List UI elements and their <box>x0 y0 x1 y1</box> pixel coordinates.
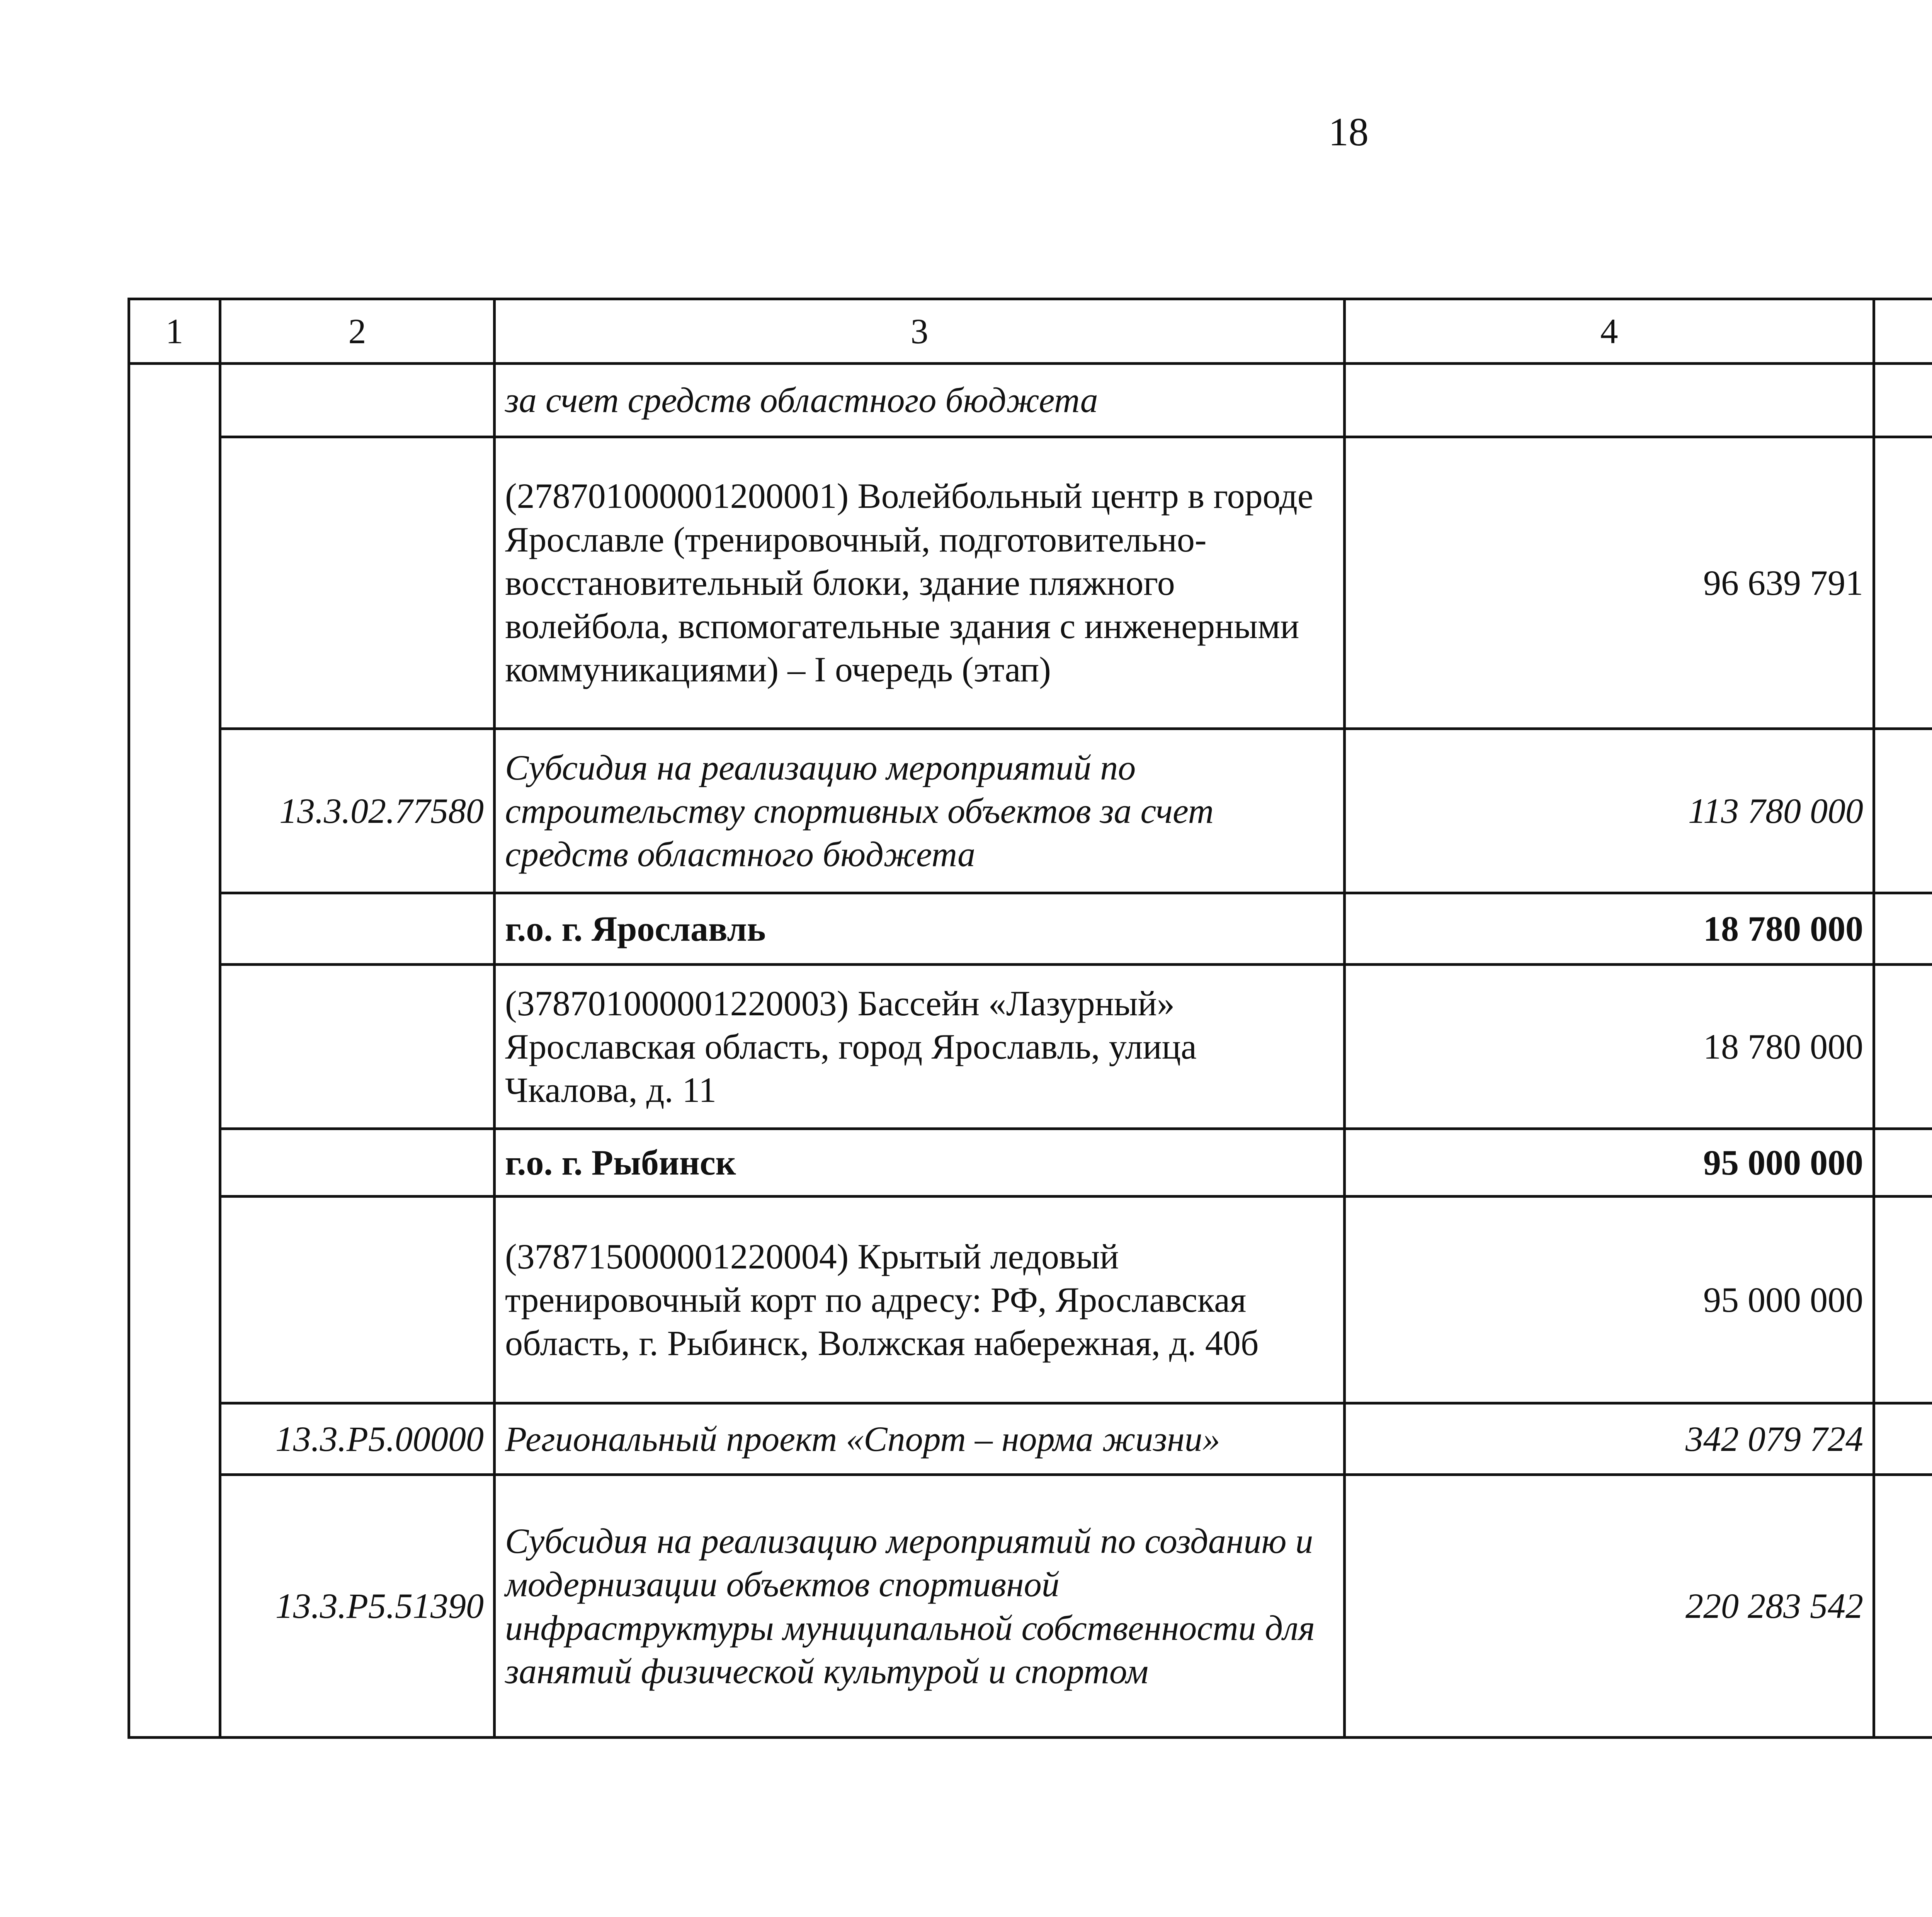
value-col5-cell <box>1874 437 1932 729</box>
value-col5-cell <box>1874 1197 1932 1403</box>
name-cell: г.о. г. Ярославль <box>495 893 1345 965</box>
value-col4-cell: 113 780 000 <box>1345 729 1874 893</box>
code-cell <box>220 893 495 965</box>
code-cell: 13.3.02.77580 <box>220 729 495 893</box>
name-cell: Региональный проект «Спорт – норма жизни» <box>495 1403 1345 1475</box>
column-number-5 <box>1874 299 1932 364</box>
value-col4-cell: 96 639 791 <box>1345 437 1874 729</box>
table-row <box>129 1475 1932 1738</box>
column-number-4: 4 <box>1345 299 1874 364</box>
name-cell: за счет средств областного бюджета <box>495 364 1345 437</box>
code-cell <box>220 965 495 1129</box>
value-col4-cell: 342 079 724 <box>1345 1403 1874 1475</box>
value-col5-cell <box>1874 1129 1932 1197</box>
code-cell <box>220 364 495 437</box>
code-cell <box>220 1129 495 1197</box>
page-number: 18 <box>1328 110 1369 154</box>
table-row <box>129 893 1932 965</box>
column-number-2: 2 <box>220 299 495 364</box>
value-col5-cell <box>1874 1403 1932 1475</box>
table-row <box>129 364 1932 437</box>
table-row <box>129 729 1932 893</box>
name-cell: (278701000001200001) Волейбольный центр в городе Ярославле (тренировочный, подготовительно-восстановительный блоки, здание пляжного волейбола, вспомогательные здания с инженерными коммуникациями) – I очередь (этап) <box>495 437 1345 729</box>
column-number-header-row <box>129 299 1932 364</box>
value-col5-cell <box>1874 965 1932 1129</box>
table-row <box>129 1197 1932 1403</box>
value-col5-cell <box>1874 364 1932 437</box>
column-number-1: 1 <box>129 299 220 364</box>
value-col4-cell <box>1345 364 1874 437</box>
code-cell: 13.3.P5.51390 <box>220 1475 495 1738</box>
value-col5-cell <box>1874 893 1932 965</box>
name-cell: Субсидия на реализацию мероприятий по созданию и модернизации объектов спортивной инфраструктуры муниципальной собственности для занятий физической культурой и спортом <box>495 1475 1345 1738</box>
table-row <box>129 965 1932 1129</box>
name-cell: Субсидия на реализацию мероприятий по строительству спортивных объектов за счет средств областного бюджета <box>495 729 1345 893</box>
name-cell: (378701000001220003) Бассейн «Лазурный» Ярославская область, город Ярославль, улица Чкалова, д. 11 <box>495 965 1345 1129</box>
value-col4-cell: 95 000 000 <box>1345 1129 1874 1197</box>
table-row <box>129 437 1932 729</box>
value-col4-cell: 95 000 000 <box>1345 1197 1874 1403</box>
value-col4-cell: 220 283 542 <box>1345 1475 1874 1738</box>
name-cell: г.о. г. Рыбинск <box>495 1129 1345 1197</box>
value-col4-cell: 18 780 000 <box>1345 965 1874 1129</box>
code-cell <box>220 437 495 729</box>
name-cell: (378715000001220004) Крытый ледовый тренировочный корт по адресу: РФ, Ярославская область, г. Рыбинск, Волжская набережная, д. 40б <box>495 1197 1345 1403</box>
code-cell: 13.3.P5.00000 <box>220 1403 495 1475</box>
column-number-3: 3 <box>495 299 1345 364</box>
value-col5-cell <box>1874 1475 1932 1738</box>
value-col5-cell <box>1874 729 1932 893</box>
budget-table <box>128 298 1932 1739</box>
table-row <box>129 1129 1932 1197</box>
table-row <box>129 1403 1932 1475</box>
code-cell <box>220 1197 495 1403</box>
empty-first-column-cell <box>129 364 220 1738</box>
value-col4-cell: 18 780 000 <box>1345 893 1874 965</box>
